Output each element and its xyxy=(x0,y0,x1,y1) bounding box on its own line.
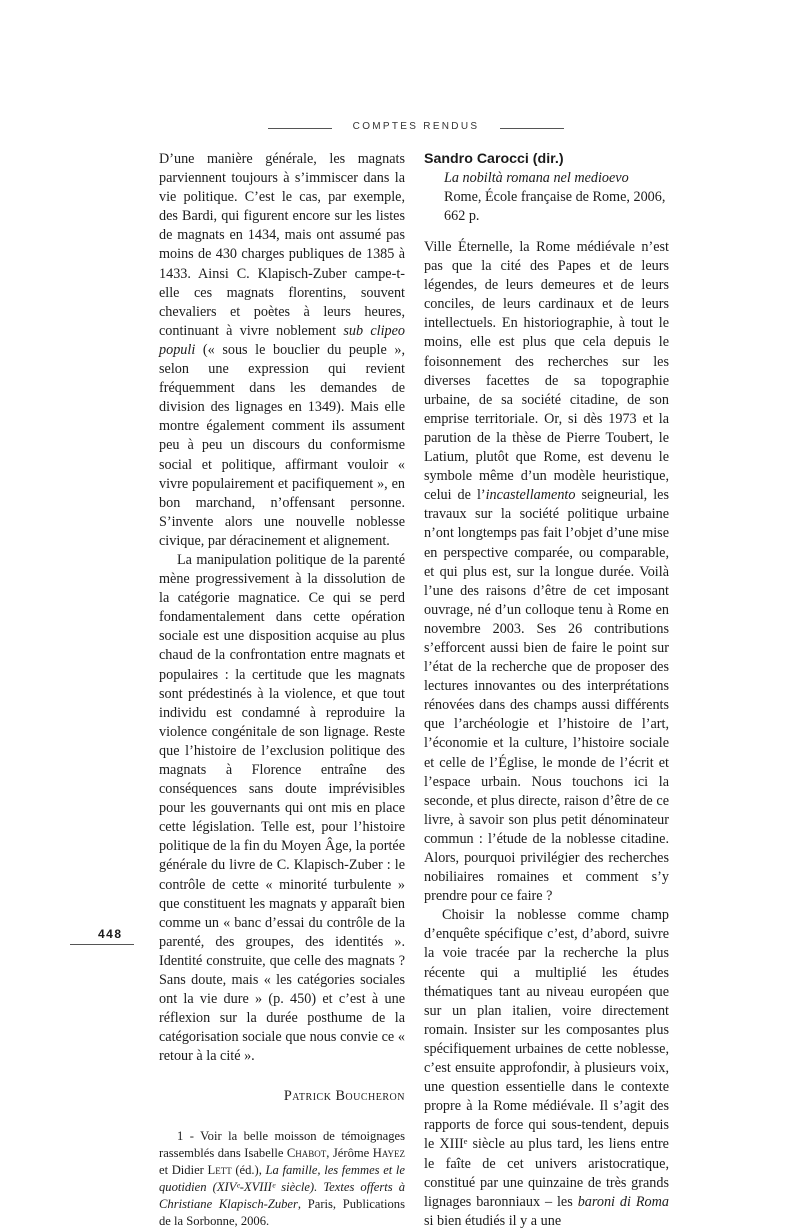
review-editor: Sandro Carocci (dir.) xyxy=(424,151,564,167)
header-rule-left xyxy=(268,128,332,129)
right-p2-text-c: si bien étudiés il y a une xyxy=(424,1212,562,1229)
header-rule-right xyxy=(500,128,564,129)
footnote-name-3: Lett xyxy=(207,1162,232,1177)
left-p1-end: (« sous le bouclier du peuple », selon une expression qui revient fréquemment dans les demandes de division des lignages en 1349). Mais elle montre également comment ils assument peu à peu un discours du conformisme social et politique, affirmant vouloir « vivre populairement et pacifiquement », en bon marchand, n’offensant personne. S’invente alors une nouvelle noblesse civique, par déracinement et alignement. xyxy=(159,341,406,549)
right-p1-text-a: Ville Éternelle, la Rome médiévale n’est pas que la cité des Papes et de leurs légendes, de leurs demeures et de leurs conciles, de leurs cardinaux et de leurs intellectuels. En historiographie, à tout le moins, elle est plus que cela depuis le foisonnement des recherches sur les diverses facettes de sa topographie urbaine, de sa société citadine, de son emprise territoriale. Or, si dès 1973 et la parution de la thèse de Pierre Toubert, le Latium, plutôt que Rome, est devenu le symbole même d’un modèle heuristique, celui de l’ xyxy=(424,239,669,504)
century-numeral: XIIIᵉ xyxy=(439,1136,468,1153)
right-p2-text-a: Choisir la noblesse comme champ d’enquête spécifique c’est, d’abord, suivre la voie tracée par la recherche la plus récente qui a multiplié les études thématiques tant au niveau européen que sur un plan italien, voire directement romain. Insister sur les composantes plus spécifiquement urbaines de cette noblesse, c’est ensuite approfondir, à plusieurs voix, une question essentielle dans le contexte propre à la Rome médiévale. Il s’agit des rapports de force qui sous-tendent, depuis le xyxy=(424,907,669,1153)
page-number-rule xyxy=(70,944,134,945)
page-number: 448 xyxy=(98,927,123,941)
footnote-text-a: 1 - Voir la belle moisson de témoignages rassemblés dans Isabelle xyxy=(159,1128,405,1160)
review-book-title: La nobiltà romana nel medioevo xyxy=(444,170,629,186)
footnote xyxy=(159,1128,405,1230)
right-paragraph-2 xyxy=(424,906,669,1231)
review-heading xyxy=(424,150,669,226)
right-column xyxy=(424,150,669,1231)
review-publisher: Rome, École française de Rome, 2006, xyxy=(444,189,666,205)
footnote-text-e: , Paris, Publications de la Sorbonne, 2006. xyxy=(159,1196,405,1228)
footnote-name-1: Chabot xyxy=(286,1145,327,1160)
latin-phrase: sub clipeo populi xyxy=(159,322,405,358)
running-head: COMPTES RENDUS xyxy=(352,121,480,132)
right-p1-text-b: seigneurial, les travaux sur la société politique urbaine n’ont longtemps pas fait l’objet d’une mise en perspective comparée, ou comparable, et qui plus est, sur la longue durée. Voilà l’une des raisons d’être de cet imposant ouvrage, né d’un colloque tenu à Rome en novembre 2003. Ses 26 contributions s’efforcent aussi bien de faire le point sur l’état de la recherche que de proposer des lectures innovantes ou des interprétations rénovées dans des champs aussi différents que l’archéologie et l’histoire de l’art, l’économie et la culture, l’histoire sociale et celle de l’Église, le monde de l’écrit et l’espace urbain. Nous touchons ici la seconde, et plus directe, raison d’être de ce livre, à savoir son plus petit dénominateur commun : l’étude de la noblesse citadine. Alors, pourquoi privilégier des recherches nobiliaires romaines et comment s’y prendre pour ce faire ? xyxy=(424,487,669,905)
footnote-text-d: (éd.), xyxy=(235,1162,262,1177)
footnote-name-2: Hayez xyxy=(372,1145,406,1160)
footnote-text-b: , Jérôme xyxy=(326,1145,370,1160)
author-signature: Patrick Boucheron xyxy=(283,1087,405,1104)
right-paragraph-1 xyxy=(424,238,669,906)
italic-baroni: baroni di Roma xyxy=(577,1193,669,1210)
footnote-text-c: et Didier xyxy=(159,1162,204,1177)
review-pages: 662 p. xyxy=(444,208,480,224)
right-p2-text-b: siècle au plus tard, les liens entre le faîte de cet univers aristocratique, constitué par une quinzaine de très grands lignages baronniaux – les xyxy=(424,1136,669,1210)
italic-term: incastellamento xyxy=(485,487,576,504)
footnote-book-title: La famille, les femmes et le quotidien (XIVᵉ-XVIIIᵉ siècle). Textes offerts à Christiane Klapisch-Zuber xyxy=(159,1162,405,1211)
left-paragraph-1 xyxy=(159,150,405,551)
left-p1-text: D’une manière générale, les magnats parviennent toujours à s’immiscer dans la vie politique. C’est le cas, par exemple, des Bardi, qui figurent encore sur les listes de magnats en 1434, mais ont assumé pas moins de 430 charges publiques de 1385 à 1433. Ainsi C. Klapisch-Zuber campe-t-elle ces magnats florentins, souvent chevaliers et poètes à leurs heures, continuant à vivre noblement xyxy=(159,151,405,339)
left-column xyxy=(159,150,405,1230)
left-paragraph-2: La manipulation politique de la parenté mène progressivement à la dissolution de la catégorie magnatice. Ce qui se perd fondamentalement dans cette opération sociale est une disposition acquise au plus chaud de la confrontation entre magnats et populaires : la certitude que les magnats sont prédestinés à la violence, et que tout individu est condamné à reproduire la violence congénitale de son lignage. Reste que l’histoire de l’exclusion politique des magnats à Florence entraîne des conséquences sans doute imprévisibles pour les gouvernants qui ont mis en place cette législation. Telle est, pour l’histoire politique de la fin du Moyen Âge, la portée générale du livre de C. Klapisch-Zuber : le contrôle de cette « minorité turbulente » que constituent les magnats y apparaît bien comme un « banc d’essai du contrôle de la parenté, des groupes, des identités ». Identité construite, que celle des magnats ? Sans doute, mais « les catégories sociales ont la vie dure » (p. 450) et c’est à une réflexion sur la durée posthume de la catégorisation sociale que nous convie ce « retour à la cité ». xyxy=(159,551,405,1065)
